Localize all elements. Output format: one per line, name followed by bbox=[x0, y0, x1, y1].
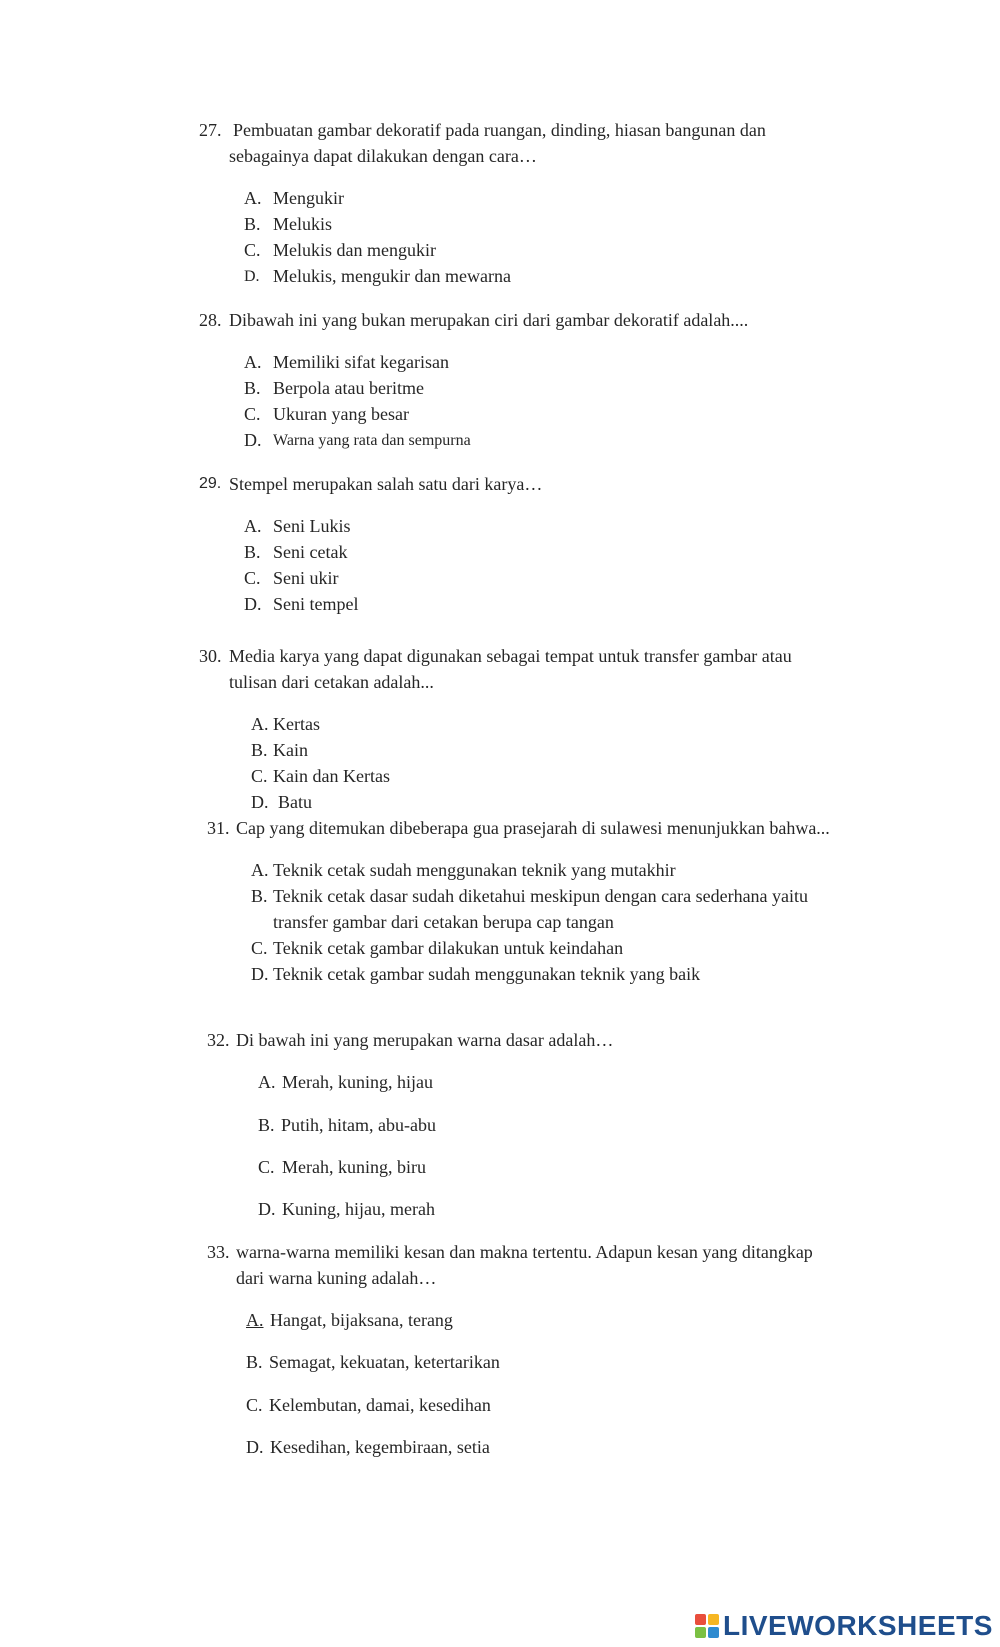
question-text-line-1: Media karya yang dapat digunakan sebagai tempat untuk transfer gambar atau bbox=[229, 646, 792, 666]
option-text[interactable]: Melukis bbox=[273, 214, 333, 234]
option-text[interactable]: Melukis dan mengukir bbox=[273, 240, 436, 260]
option-letter: A. bbox=[251, 714, 269, 734]
option-text[interactable]: Melukis, mengukir dan mewarna bbox=[273, 266, 511, 286]
option-text[interactable]: Berpola atau beritme bbox=[273, 378, 424, 398]
question-number: 27. bbox=[199, 120, 222, 140]
option-letter: A. bbox=[246, 1310, 264, 1330]
option-text[interactable]: Kuning, hijau, merah bbox=[282, 1199, 435, 1219]
option-letter: C. bbox=[251, 938, 268, 958]
option-letter: A. bbox=[258, 1072, 276, 1092]
option-letter: C. bbox=[244, 568, 261, 588]
question-number: 33. bbox=[207, 1242, 230, 1262]
option-letter: D. bbox=[258, 1199, 276, 1219]
option-letter: D. bbox=[244, 594, 262, 614]
question-number: 32. bbox=[207, 1030, 230, 1050]
option-text[interactable]: Kelembutan, damai, kesedihan bbox=[269, 1395, 491, 1415]
option-text[interactable]: Memiliki sifat kegarisan bbox=[273, 352, 449, 372]
logo-tile-icon bbox=[708, 1614, 719, 1625]
option-text[interactable]: Kesedihan, kegembiraan, setia bbox=[270, 1437, 490, 1457]
option-text[interactable]: Kain bbox=[273, 740, 308, 760]
option-letter: B. bbox=[258, 1115, 275, 1135]
question-number: 30. bbox=[199, 646, 222, 666]
option-text[interactable]: Merah, kuning, biru bbox=[282, 1157, 426, 1177]
logo-tile-icon bbox=[695, 1614, 706, 1625]
liveworksheets-logo-icon bbox=[695, 1614, 719, 1638]
option-text[interactable]: Teknik cetak gambar sudah menggunakan teknik yang baik bbox=[273, 964, 701, 984]
option-letter: D. bbox=[251, 964, 269, 984]
option-letter: C. bbox=[251, 766, 268, 786]
option-letter: C. bbox=[244, 404, 261, 424]
option-text[interactable]: Teknik cetak dasar sudah diketahui meskipun dengan cara sederhana yaitu bbox=[273, 886, 809, 906]
option-letter: B. bbox=[244, 214, 261, 234]
option-text[interactable]: Seni cetak bbox=[273, 542, 348, 562]
option-letter: C. bbox=[244, 240, 261, 260]
option-letter: B. bbox=[244, 378, 261, 398]
option-text[interactable]: Seni tempel bbox=[273, 594, 359, 614]
logo-tile-icon bbox=[708, 1627, 719, 1638]
logo-text: LIVEWORKSHEETS bbox=[723, 1610, 993, 1641]
option-text[interactable]: Semagat, kekuatan, ketertarikan bbox=[269, 1352, 500, 1372]
option-text[interactable]: Ukuran yang besar bbox=[273, 404, 409, 424]
option-text[interactable]: Putih, hitam, abu-abu bbox=[281, 1115, 436, 1135]
option-letter: B. bbox=[251, 740, 268, 760]
question-number: 29. bbox=[199, 475, 222, 492]
option-text[interactable]: Teknik cetak sudah menggunakan teknik yang mutakhir bbox=[273, 860, 676, 880]
question-text-line-1: Stempel merupakan salah satu dari karya… bbox=[229, 474, 543, 494]
option-text[interactable]: Seni Lukis bbox=[273, 516, 351, 536]
option-letter: D. bbox=[246, 1437, 264, 1457]
option-text[interactable]: Kertas bbox=[273, 714, 320, 734]
option-text[interactable]: Mengukir bbox=[273, 188, 344, 208]
option-letter: C. bbox=[258, 1157, 275, 1177]
option-text[interactable]: Kain dan Kertas bbox=[273, 766, 390, 786]
question-number: 28. bbox=[199, 310, 222, 330]
question-text-line-1: Dibawah ini yang bukan merupakan ciri dari gambar dekoratif adalah.... bbox=[229, 310, 749, 330]
option-letter: C. bbox=[246, 1395, 263, 1415]
option-text-line-2[interactable]: transfer gambar dari cetakan berupa cap tangan bbox=[273, 912, 614, 932]
option-letter: D. bbox=[244, 430, 262, 450]
option-letter: D. bbox=[251, 792, 269, 812]
option-text[interactable]: Seni ukir bbox=[273, 568, 339, 588]
question-text-line-1: Di bawah ini yang merupakan warna dasar adalah… bbox=[236, 1030, 614, 1050]
option-letter: B. bbox=[251, 886, 268, 906]
option-letter: A. bbox=[244, 516, 262, 536]
option-letter: A. bbox=[244, 188, 262, 208]
option-text[interactable]: Hangat, bijaksana, terang bbox=[270, 1310, 453, 1330]
question-text-line-2: tulisan dari cetakan adalah... bbox=[229, 672, 434, 692]
option-text[interactable]: Merah, kuning, hijau bbox=[282, 1072, 433, 1092]
option-text[interactable]: Teknik cetak gambar dilakukan untuk keindahan bbox=[273, 938, 624, 958]
option-text[interactable]: Batu bbox=[278, 792, 312, 812]
option-letter: D. bbox=[244, 268, 260, 285]
question-text-line-2: dari warna kuning adalah… bbox=[236, 1268, 437, 1288]
option-letter: A. bbox=[244, 352, 262, 372]
liveworksheets-logo[interactable] bbox=[695, 1612, 993, 1640]
option-text[interactable]: Warna yang rata dan sempurna bbox=[273, 432, 471, 449]
logo-tile-icon bbox=[695, 1627, 706, 1638]
option-letter: B. bbox=[246, 1352, 263, 1372]
question-text-line-1: Pembuatan gambar dekoratif pada ruangan, dinding, hiasan bangunan dan bbox=[233, 120, 766, 140]
option-letter: A. bbox=[251, 860, 269, 880]
question-text-line-1: warna-warna memiliki kesan dan makna tertentu. Adapun kesan yang ditangkap bbox=[236, 1242, 813, 1262]
question-number: 31. bbox=[207, 818, 230, 838]
option-letter: B. bbox=[244, 542, 261, 562]
question-text-line-2: sebagainya dapat dilakukan dengan cara… bbox=[229, 146, 537, 166]
question-text-line-1: Cap yang ditemukan dibeberapa gua prasejarah di sulawesi menunjukkan bahwa... bbox=[236, 818, 830, 838]
